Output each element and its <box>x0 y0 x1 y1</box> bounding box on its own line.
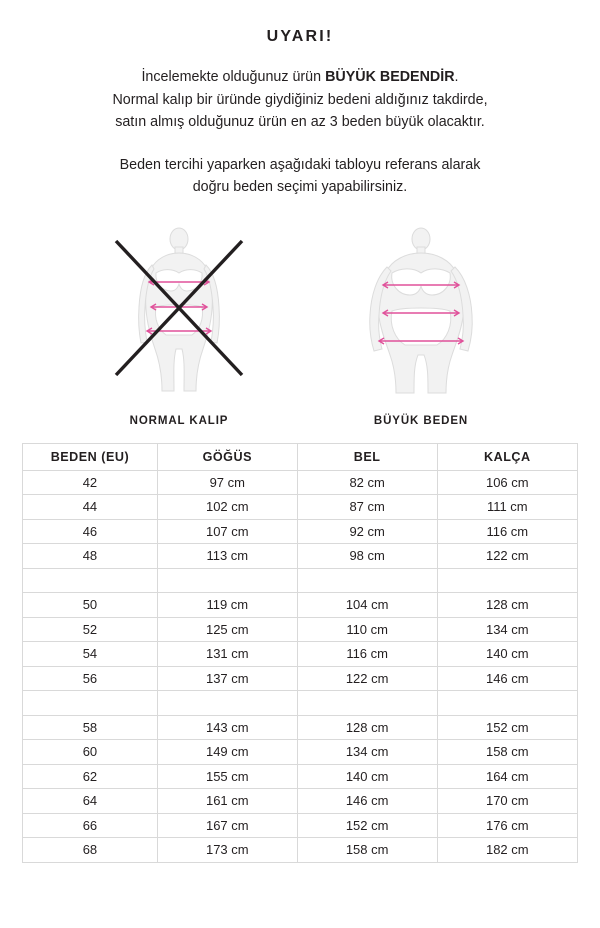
cell-size: 52 <box>23 617 158 642</box>
cell-bust <box>157 691 297 716</box>
instruction-line2: doğru beden seçimi yapabilirsiniz. <box>192 179 408 195</box>
cell-bust: 102 cm <box>157 495 297 520</box>
instruction-paragraph <box>22 154 578 199</box>
cell-hip: 152 cm <box>437 715 577 740</box>
column-header-hip: KALÇA <box>437 443 577 470</box>
cell-bust: 149 cm <box>157 740 297 765</box>
cell-waist <box>297 691 437 716</box>
table-row <box>23 715 578 740</box>
cell-size: 44 <box>23 495 158 520</box>
table-spacer-row <box>23 691 578 716</box>
cell-bust: 173 cm <box>157 838 297 863</box>
cell-hip: 140 cm <box>437 642 577 667</box>
cell-bust: 131 cm <box>157 642 297 667</box>
cell-size: 66 <box>23 813 158 838</box>
cell-size <box>23 691 158 716</box>
cell-size: 54 <box>23 642 158 667</box>
table-row <box>23 813 578 838</box>
table-row <box>23 764 578 789</box>
warning-line1-part1: İncelemekte olduğunuz ürün <box>141 69 326 85</box>
cell-waist: 98 cm <box>297 544 437 569</box>
table-row <box>23 470 578 495</box>
cell-hip: 122 cm <box>437 544 577 569</box>
table-row <box>23 544 578 569</box>
table-row <box>23 740 578 765</box>
cell-size: 50 <box>23 593 158 618</box>
table-row <box>23 617 578 642</box>
cell-hip <box>437 691 577 716</box>
warning-line1-part2: . <box>454 69 459 85</box>
cell-size: 48 <box>23 544 158 569</box>
figure-plus-size <box>331 225 511 427</box>
cell-hip: 170 cm <box>437 789 577 814</box>
cell-hip: 182 cm <box>437 838 577 863</box>
table-row <box>23 838 578 863</box>
cell-hip: 106 cm <box>437 470 577 495</box>
table-spacer-row <box>23 568 578 593</box>
warning-emphasis: BÜYÜK BEDENDİR <box>325 69 455 85</box>
cell-bust: 125 cm <box>157 617 297 642</box>
cell-waist: 140 cm <box>297 764 437 789</box>
cell-bust: 167 cm <box>157 813 297 838</box>
column-header-waist: BEL <box>297 443 437 470</box>
cell-size: 64 <box>23 789 158 814</box>
size-table <box>22 443 578 863</box>
cell-bust <box>157 568 297 593</box>
page-title: UYARI! <box>266 28 334 45</box>
cell-bust: 113 cm <box>157 544 297 569</box>
cell-waist: 92 cm <box>297 519 437 544</box>
cell-size: 62 <box>23 764 158 789</box>
table-row <box>23 495 578 520</box>
cell-hip: 176 cm <box>437 813 577 838</box>
warning-line2: Normal kalıp bir üründe giydiğiniz bedeni aldığınız takdirde, <box>112 91 488 108</box>
table-row <box>23 666 578 691</box>
cell-bust: 97 cm <box>157 470 297 495</box>
cell-waist: 158 cm <box>297 838 437 863</box>
cell-size: 60 <box>23 740 158 765</box>
cell-size: 68 <box>23 838 158 863</box>
warning-paragraph <box>22 66 578 134</box>
plus-size-female-body-silhouette-icon <box>346 225 496 405</box>
table-row <box>23 519 578 544</box>
cell-hip: 128 cm <box>437 593 577 618</box>
cell-waist: 152 cm <box>297 813 437 838</box>
cell-waist: 122 cm <box>297 666 437 691</box>
cell-size: 46 <box>23 519 158 544</box>
cell-hip: 111 cm <box>437 495 577 520</box>
column-header-size: BEDEN (EU) <box>23 443 158 470</box>
warning-line3: satın almış olduğunuz ürün en az 3 beden büyük olacaktır. <box>115 114 485 130</box>
table-row <box>23 789 578 814</box>
cell-hip: 164 cm <box>437 764 577 789</box>
cell-hip: 146 cm <box>437 666 577 691</box>
cell-waist: 134 cm <box>297 740 437 765</box>
cell-waist: 82 cm <box>297 470 437 495</box>
cell-hip: 116 cm <box>437 519 577 544</box>
cell-waist: 104 cm <box>297 593 437 618</box>
cell-bust: 161 cm <box>157 789 297 814</box>
cell-waist: 87 cm <box>297 495 437 520</box>
cell-bust: 119 cm <box>157 593 297 618</box>
cell-waist <box>297 568 437 593</box>
table-row <box>23 593 578 618</box>
female-body-silhouette-crossed-out-icon <box>104 225 254 405</box>
cell-bust: 107 cm <box>157 519 297 544</box>
table-header-row <box>23 443 578 470</box>
cell-size: 58 <box>23 715 158 740</box>
cell-size <box>23 568 158 593</box>
cell-waist: 128 cm <box>297 715 437 740</box>
instruction-line1: Beden tercihi yaparken aşağıdaki tabloyu referans alarak <box>119 156 481 173</box>
figures-row <box>22 225 578 427</box>
figure-normal-fit <box>89 225 269 427</box>
cell-hip: 134 cm <box>437 617 577 642</box>
cell-waist: 146 cm <box>297 789 437 814</box>
column-header-bust: GÖĞÜS <box>157 443 297 470</box>
cell-size: 42 <box>23 470 158 495</box>
figure-normal-fit-caption: NORMAL KALIP <box>129 414 229 427</box>
figure-plus-size-caption: BÜYÜK BEDEN <box>373 414 469 427</box>
table-row <box>23 642 578 667</box>
cell-waist: 116 cm <box>297 642 437 667</box>
cell-hip <box>437 568 577 593</box>
cell-bust: 155 cm <box>157 764 297 789</box>
cell-hip: 158 cm <box>437 740 577 765</box>
cell-size: 56 <box>23 666 158 691</box>
cell-waist: 110 cm <box>297 617 437 642</box>
cell-bust: 143 cm <box>157 715 297 740</box>
cell-bust: 137 cm <box>157 666 297 691</box>
size-guide-page <box>0 28 600 928</box>
